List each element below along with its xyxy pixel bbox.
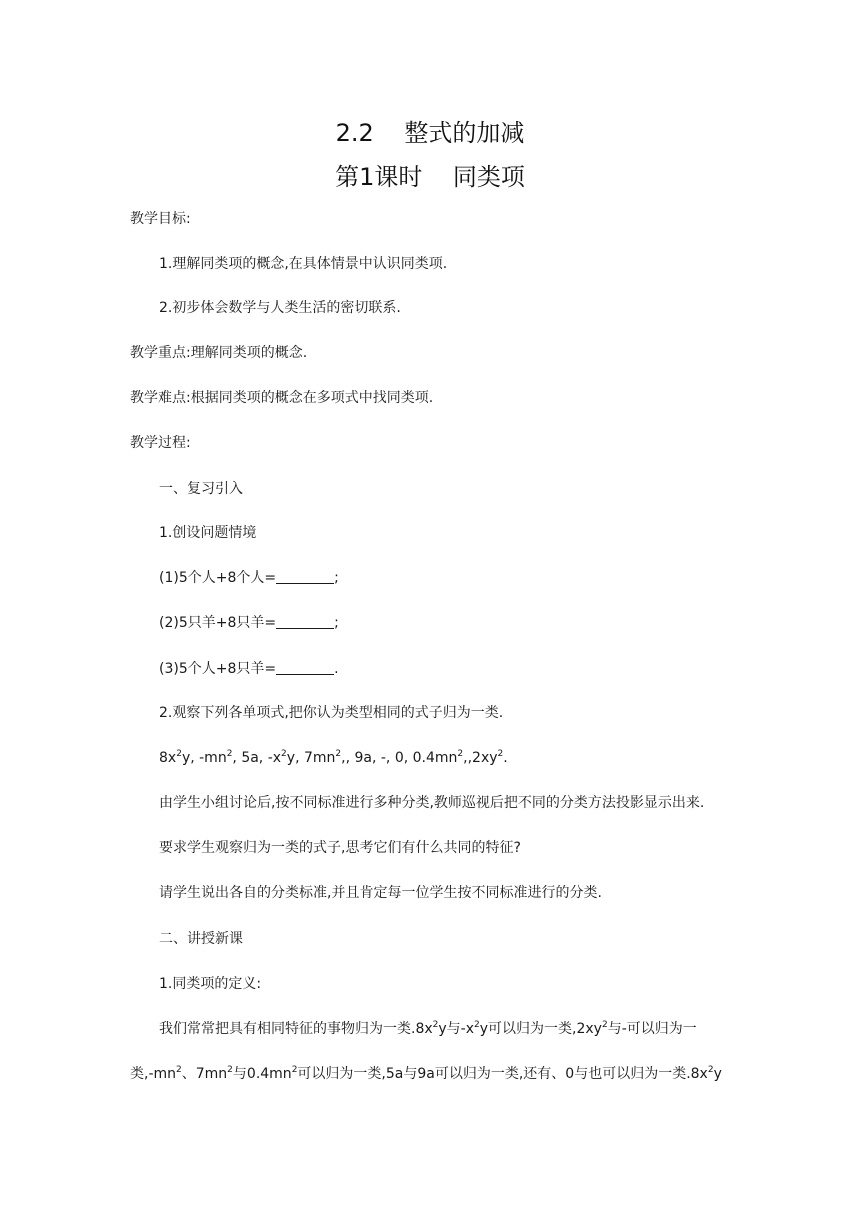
superscript: 2 bbox=[335, 749, 342, 759]
text-run: ,, 9a, -, 0, 0.4mn bbox=[341, 750, 458, 766]
text-run: 我们常常把具有相同特征的事物归为一类.8x bbox=[159, 1021, 433, 1037]
question-2-text: (2)5只羊+8只羊= bbox=[159, 615, 277, 631]
paragraph-3: 请学生说出各自的分类标准,并且肯定每一位学生按不同标准进行的分类. bbox=[159, 885, 602, 901]
superscript: 2 bbox=[474, 1020, 480, 1030]
text-run: 与0.4mn bbox=[232, 1066, 292, 1082]
superscript: 2 bbox=[227, 1065, 233, 1075]
teaching-difficulty: 教学难点:根据同类项的概念在多项式中找同类项. bbox=[130, 390, 434, 406]
superscript: 2 bbox=[176, 749, 182, 759]
text-run: , 5a, -x bbox=[232, 750, 282, 766]
paragraph-2: 要求学生观察归为一类的式子,思考它们有什么共同的特征? bbox=[159, 840, 521, 856]
superscript: 2 bbox=[457, 749, 464, 759]
text-run: ,,2xy bbox=[463, 750, 498, 766]
superscript: 2 bbox=[291, 1065, 298, 1075]
superscript: 2 bbox=[226, 749, 233, 759]
text-run: 与-可以归为一 bbox=[607, 1021, 697, 1037]
teaching-focus: 教学重点:理解同类项的概念. bbox=[130, 345, 308, 361]
monomial-list bbox=[159, 748, 508, 768]
question-1-text: (1)5个人+8个人= bbox=[159, 570, 277, 586]
question-2 bbox=[159, 613, 339, 633]
text-run: . bbox=[503, 750, 508, 766]
section-heading-1: 一、复习引入 bbox=[159, 481, 243, 497]
answer-blank bbox=[276, 614, 334, 629]
page-title: 2.2 整式的加减 bbox=[335, 119, 525, 147]
goal-1: 1.理解同类项的概念,在具体情景中认识同类项. bbox=[159, 256, 448, 272]
text-run: y可以归为一类,2xy bbox=[479, 1021, 602, 1037]
superscript: 2 bbox=[601, 1020, 608, 1030]
answer-blank bbox=[276, 660, 334, 675]
section-heading-2: 二、讲授新课 bbox=[159, 931, 243, 947]
section2-item-1: 1.同类项的定义: bbox=[159, 976, 262, 992]
text-run: y, 7mn bbox=[286, 750, 336, 766]
page-subtitle: 第1课时 同类项 bbox=[335, 163, 525, 191]
text-run: y, -mn bbox=[181, 750, 227, 766]
process-heading: 教学过程: bbox=[130, 435, 191, 451]
definition-line-1 bbox=[159, 1019, 697, 1039]
definition-line-2 bbox=[130, 1064, 722, 1084]
text-run: y bbox=[713, 1066, 722, 1082]
text-run: 、7mn bbox=[181, 1066, 228, 1082]
question-3-end: . bbox=[334, 661, 339, 677]
answer-blank bbox=[276, 569, 334, 584]
paragraph-1: 由学生小组讨论后,按不同标准进行多种分类,教师巡视后把不同的分类方法投影显示出来. bbox=[159, 795, 705, 811]
superscript: 2 bbox=[707, 1065, 714, 1075]
question-1 bbox=[159, 568, 339, 588]
superscript: 2 bbox=[497, 749, 504, 759]
section1-item-1: 1.创设问题情境 bbox=[159, 525, 257, 541]
superscript: 2 bbox=[176, 1065, 182, 1075]
goals-heading: 教学目标: bbox=[130, 211, 191, 227]
question-3-text: (3)5个人+8只羊= bbox=[159, 661, 277, 677]
text-run: 类,-mn bbox=[130, 1066, 177, 1082]
text-run: 可以归为一类,5a与9a可以归为一类,还有、0与也可以归为一类.8x bbox=[297, 1066, 708, 1082]
question-2-end: ; bbox=[334, 615, 339, 631]
text-run: y与-x bbox=[438, 1021, 475, 1037]
goal-2: 2.初步体会数学与人类生活的密切联系. bbox=[159, 300, 401, 316]
superscript: 2 bbox=[432, 1020, 439, 1030]
question-1-end: ; bbox=[334, 570, 339, 586]
question-3 bbox=[159, 659, 339, 679]
superscript: 2 bbox=[281, 749, 287, 759]
text-run: 8x bbox=[159, 750, 177, 766]
section1-item-2: 2.观察下列各单项式,把你认为类型相同的式子归为一类. bbox=[159, 705, 504, 721]
